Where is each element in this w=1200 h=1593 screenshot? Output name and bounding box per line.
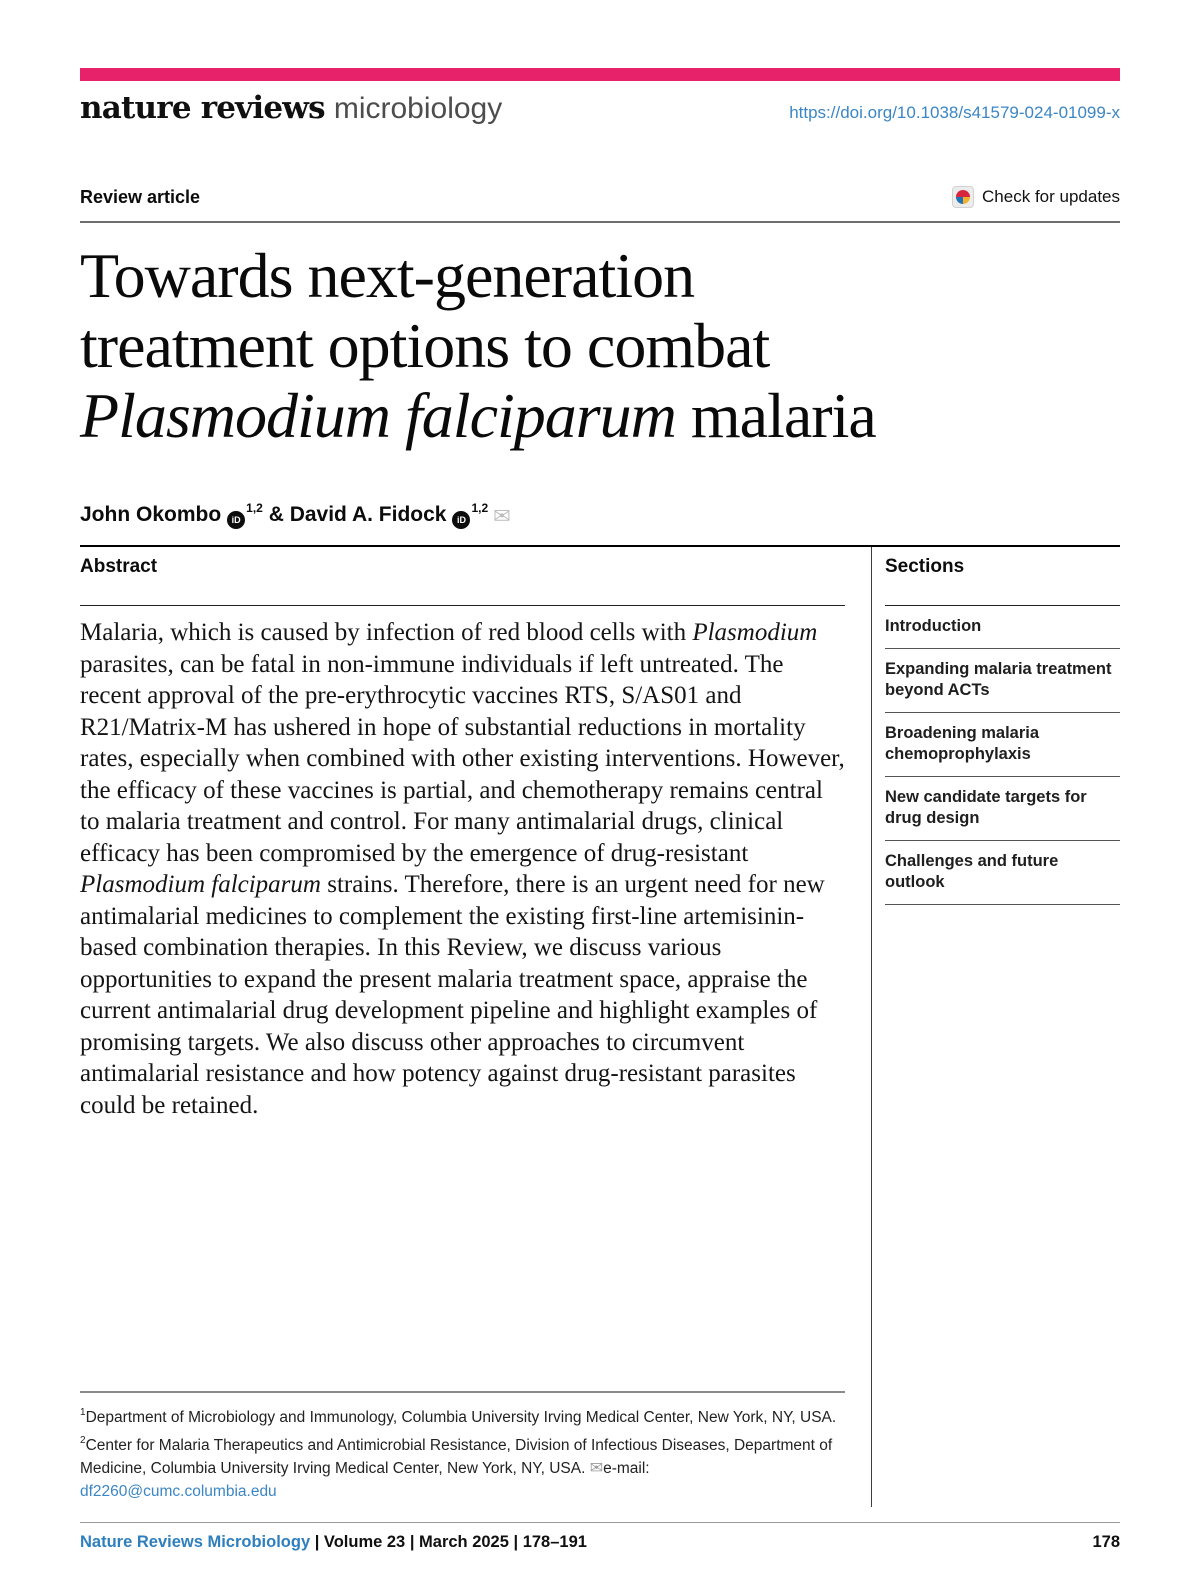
footer-citation [80, 1533, 587, 1552]
page-title [80, 241, 1120, 451]
affiliation-1-number: 1 [80, 1407, 86, 1418]
abstract-species-italic: Plasmodium [692, 619, 818, 646]
check-for-updates-button[interactable] [952, 186, 1120, 208]
page-footer [80, 1533, 1120, 1552]
journal-name-light: microbiology [333, 92, 503, 125]
footer-volume-info: | Volume 23 | March 2025 | 178–191 [310, 1533, 587, 1551]
abstract-segment: Malaria, which is caused by infection of red blood cells with [80, 619, 693, 646]
author-separator: & [262, 503, 290, 526]
title-species-italic: Plasmodium falciparum [80, 380, 676, 451]
journal-wordmark [80, 90, 502, 126]
abstract-segment: strains. Therefore, there is an urgent need for new antimalarial medicines to complement the existing first-line artemisinin-based combination therapies. In this Review, we discuss various opportunities to expand the present malaria treatment space, appraise the current antimalarial drug development pipeline and highlight examples of promising targets. We also discuss other approaches to circumvent antimalarial resistance and how potency against drug-resistant parasites could be retained. [80, 871, 825, 1119]
affiliation-1-text: Department of Microbiology and Immunology, Columbia University Irving Medical Center, New York, NY, USA. [85, 1409, 837, 1426]
journal-accent-bar [80, 68, 1120, 81]
title-line-2: treatment options to combat [80, 310, 770, 381]
affiliation-footnotes [80, 1391, 845, 1507]
sections-column [871, 547, 1120, 1507]
title-line-3-rest: malaria [675, 380, 876, 451]
email-envelope-icon: ✉ [589, 1460, 604, 1477]
article-type-label: Review article [80, 186, 201, 207]
author-1-affiliations: 1,2 [246, 501, 263, 515]
footer-journal-link[interactable]: Nature Reviews Microbiology [80, 1533, 311, 1551]
author-byline [80, 501, 1120, 529]
author-2-name: David A. Fidock [289, 503, 447, 526]
author-1-name: John Okombo [80, 503, 222, 526]
title-line-1: Towards next-generation [80, 240, 695, 311]
title-line-3 [80, 381, 1120, 451]
section-link-expanding-treatment[interactable]: Expanding malaria treatment beyond ACTs [885, 649, 1120, 713]
journal-header [80, 90, 1120, 126]
abstract-column [80, 547, 845, 1507]
section-link-candidate-targets[interactable]: New candidate targets for drug design [885, 777, 1120, 841]
main-content [80, 545, 1120, 1507]
abstract-segment: parasites, can be fatal in non-immune individuals if left untreated. The recent approval of the pre-erythrocytic vaccines RTS, S/AS01 and R21/Matrix-M has ushered in hope of substantial reductions in mortality rates, especially when combined with other existing interventions. However, the efficacy of these vaccines is partial, and chemotherapy remains central to malaria treatment and control. For many antimalarial drugs, clinical efficacy has been compromised by the emergence of drug-resistant [80, 650, 845, 867]
author-2-affiliations: 1,2 [471, 501, 489, 515]
abstract-text [80, 617, 845, 1121]
email-label: e-mail: [603, 1460, 650, 1477]
orcid-icon[interactable]: iD [227, 511, 245, 529]
journal-name-bold: nature reviews [80, 90, 325, 126]
header-divider [80, 221, 1120, 223]
affiliation-1 [80, 1401, 845, 1429]
crossmark-icon [952, 186, 974, 208]
section-link-chemoprophylaxis[interactable]: Broadening malaria chemoprophylaxis [885, 713, 1120, 777]
abstract-species-italic: Plasmodium falciparum [80, 871, 321, 898]
page-number: 178 [1092, 1533, 1120, 1551]
section-link-introduction[interactable]: Introduction [885, 606, 1120, 649]
section-link-challenges[interactable]: Challenges and future outlook [885, 841, 1120, 905]
article-kind-row [80, 186, 1120, 208]
sections-heading: Sections [885, 547, 1120, 606]
affiliation-2 [80, 1429, 845, 1503]
affiliation-2-number: 2 [80, 1435, 86, 1446]
corresponding-author-email-icon[interactable]: ✉ [493, 505, 511, 528]
abstract-heading: Abstract [80, 547, 845, 606]
sections-list [885, 606, 1120, 905]
doi-link[interactable]: https://doi.org/10.1038/s41579-024-01099-x [789, 103, 1120, 122]
footer-divider [80, 1522, 1120, 1523]
orcid-icon[interactable]: iD [452, 511, 470, 529]
affiliation-2-text: Center for Malaria Therapeutics and Antimicrobial Resistance, Division of Infectious Diseases, Department of Medicine, Columbia University Irving Medical Center, New York, NY, USA. [80, 1437, 833, 1477]
email-link[interactable]: df2260@cumc.columbia.edu [80, 1483, 277, 1500]
check-for-updates-label: Check for updates [982, 187, 1120, 206]
